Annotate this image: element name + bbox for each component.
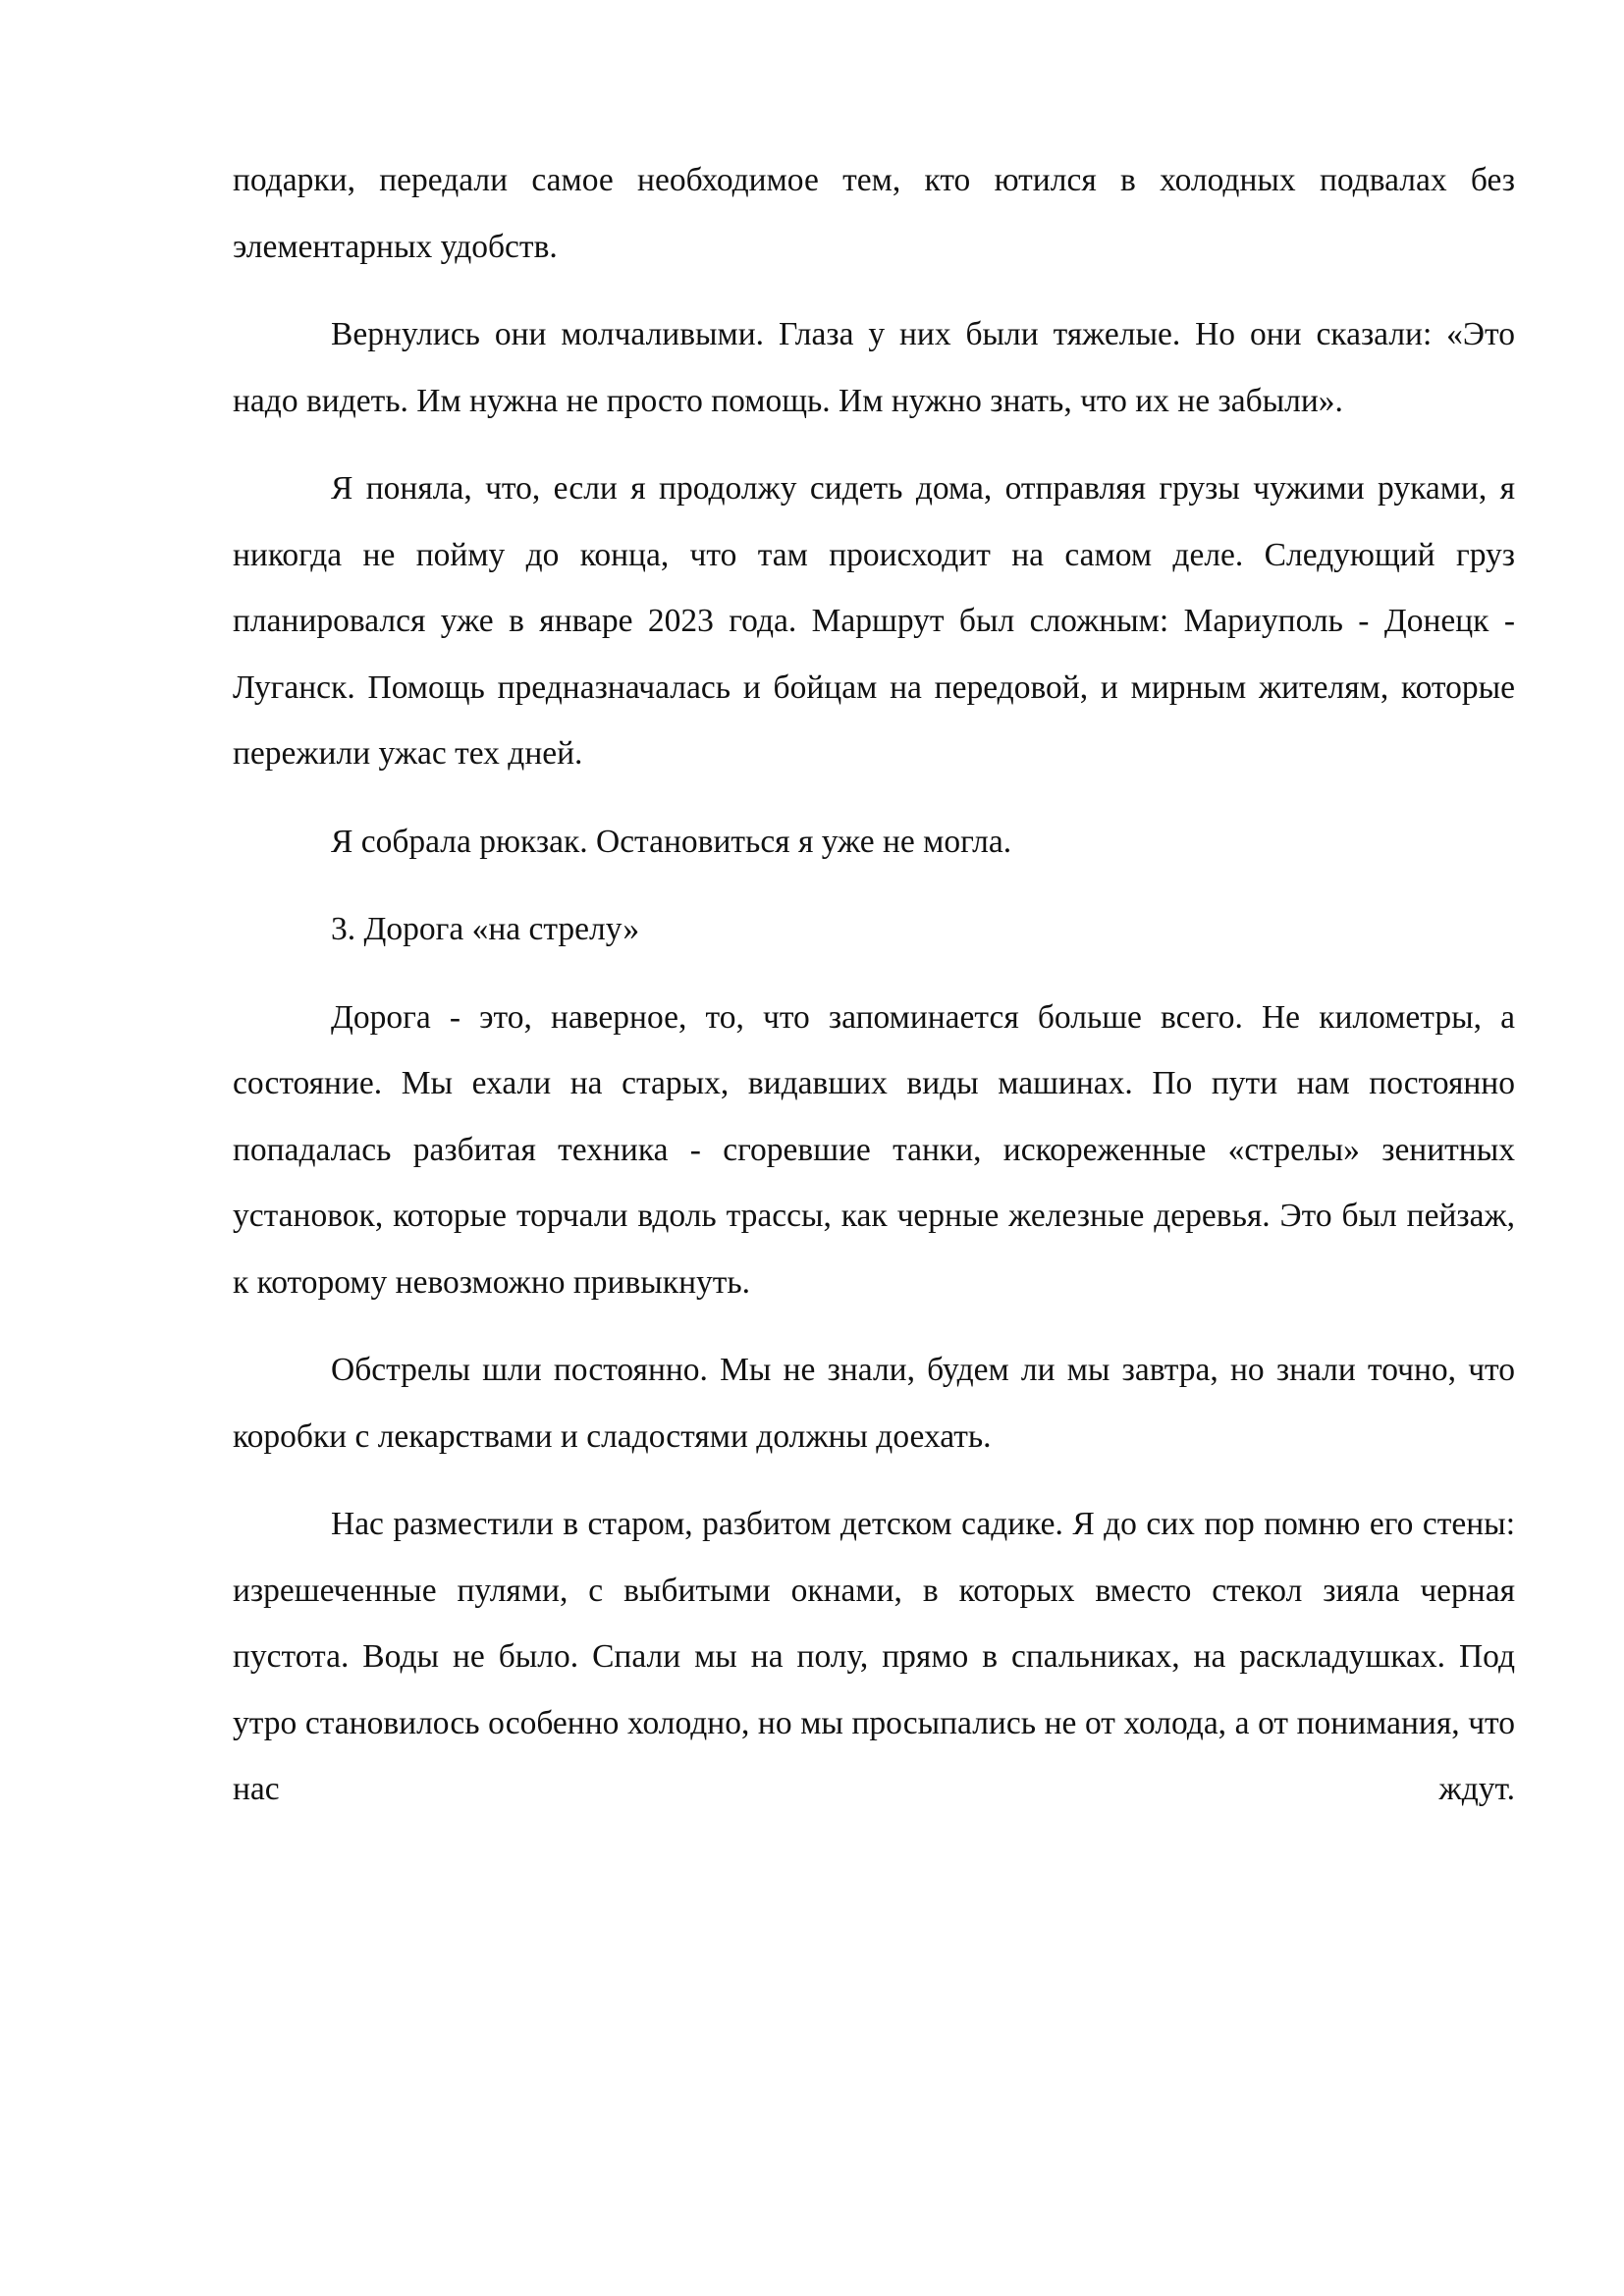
paragraph: Дорога - это, наверное, то, что запоминается больше всего. Не километры, а состояние. Мы ехали на старых, видавших виды машинах. По пути нам постоянно попадалась разбитая техника - сгоревшие танки, искореженные «стрелы» зенитных установок, которые торчали вдоль трассы, как черные железные деревья. Это был пейзаж, к которому невозможно привыкнуть. <box>233 998 1515 1301</box>
document-page <box>233 147 1515 1844</box>
paragraph: Обстрелы шли постоянно. Мы не знали, будем ли мы завтра, но знали точно, что коробки с лекарствами и сладостями должны доехать. <box>233 1352 1515 1455</box>
paragraph-continuation: подарки, передали самое необходимое тем, кто ютился в холодных подвалах без элементарных удобств. <box>233 162 1515 265</box>
paragraph: Я собрала рюкзак. Остановиться я уже не могла. <box>331 823 1012 860</box>
paragraph: Я поняла, что, если я продолжу сидеть дома, отправляя грузы чужими руками, я никогда не пойму до конца, что там происходит на самом деле. Следующий груз планировался уже в январе 2023 года. Маршрут был сложным: Мариуполь - Донецк - Луганск. Помощь предназначалась и бойцам на передовой, и мирным жителям, которые пережили ужас тех дней. <box>233 470 1515 772</box>
paragraph: Вернулись они молчаливыми. Глаза у них были тяжелые. Но они сказали: «Это надо видеть. Им нужна не просто помощь. Им нужно знать, что их не забыли». <box>233 316 1515 419</box>
section-heading: 3. Дорога «на стрелу» <box>331 911 640 947</box>
paragraph: Нас разместили в старом, разбитом детском садике. Я до сих пор помню его стены: изрешеченные пулями, с выбитыми окнами, в которых вместо стекол зияла черная пустота. Воды не было. Спали мы на полу, прямо в спальниках, на раскладушках. Под утро становилось особенно холодно, но мы просыпались не от холода, а от понимания, что нас ждут. <box>233 1506 1515 1807</box>
